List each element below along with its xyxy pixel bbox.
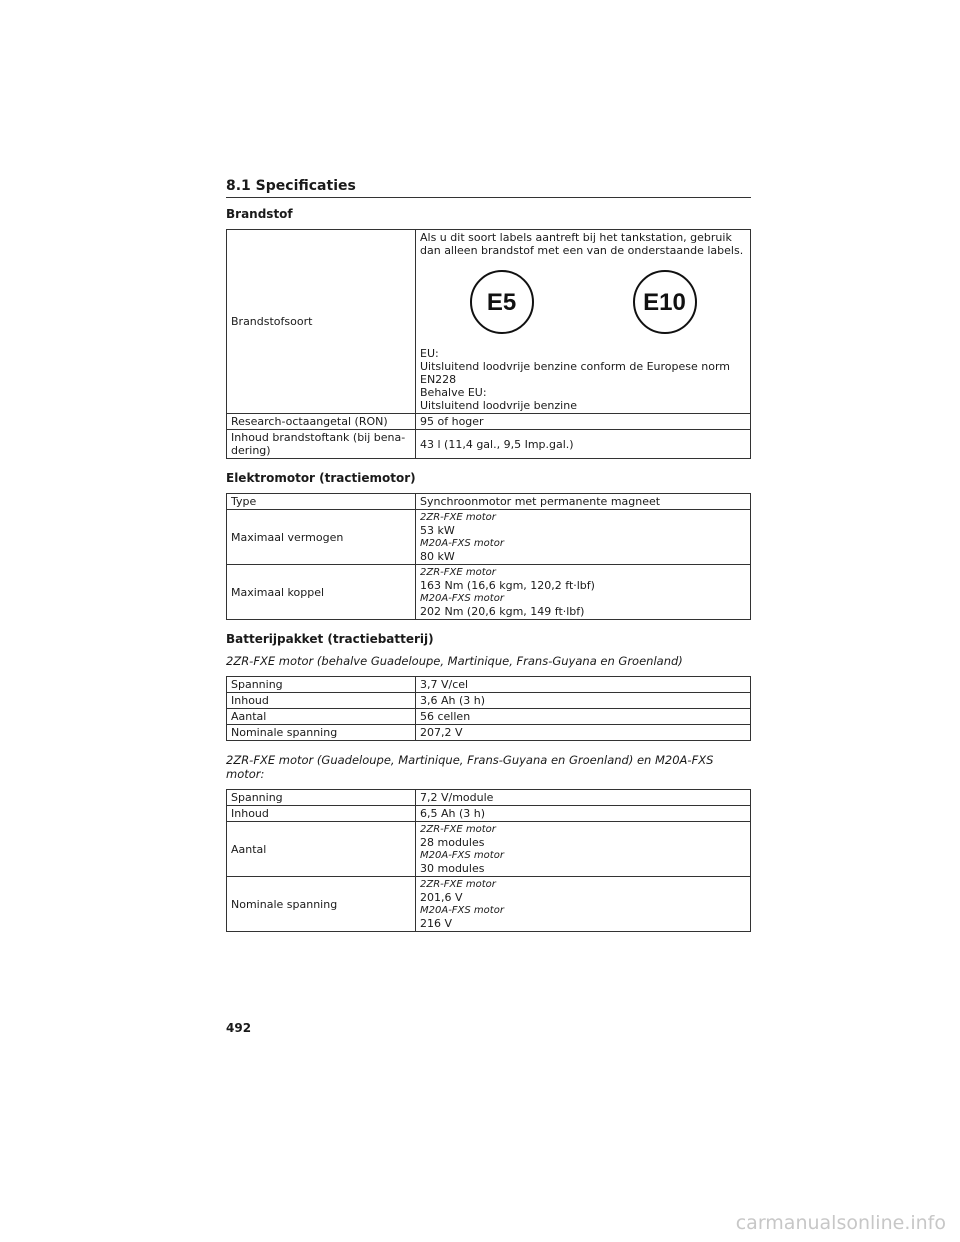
row-label: Inhoud [227, 806, 416, 822]
table-row [227, 709, 751, 725]
watermark: carmanualsonline.info [735, 1212, 946, 1234]
row-label: Aantal [227, 709, 416, 725]
model-name: M20A-FXS motor [420, 538, 504, 549]
fuel-eu-line: EN228 [420, 373, 457, 386]
row-value: 3,6 Ah (3 h) [416, 693, 751, 709]
fuel-labels [420, 257, 746, 347]
count-label: Aantal [227, 822, 416, 877]
spec-value: 53 kW [420, 524, 455, 537]
motor-heading: Elektromotor (tractiemotor) [226, 471, 416, 485]
row-label: Nominale spanning [227, 725, 416, 741]
table-row [227, 677, 751, 693]
fuel-eu-line: Behalve EU: [420, 386, 487, 399]
model-name: M20A-FXS motor [420, 593, 504, 604]
spec-value: 30 modules [420, 862, 485, 875]
row-value: 7,2 V/module [416, 790, 751, 806]
row-label: Spanning [227, 677, 416, 693]
table-row [227, 414, 751, 430]
motor-type-label: Type [227, 494, 416, 510]
model-name: 2ZR-FXE motor [420, 879, 496, 890]
battery-table-2 [226, 789, 751, 932]
table-row [227, 725, 751, 741]
ron-label: Research-octaangetal (RON) [227, 414, 416, 430]
table-row [227, 790, 751, 806]
tank-label: Inhoud brandstoftank (bij bena-dering) [227, 430, 416, 459]
model-name: 2ZR-FXE motor [420, 567, 496, 578]
section-title: 8.1 Specificaties [226, 178, 751, 198]
table-row [227, 822, 751, 877]
fuel-eu-line: Uitsluitend loodvrije benzine [420, 399, 577, 412]
model-name: M20A-FXS motor [420, 850, 504, 861]
model-name: 2ZR-FXE motor [420, 824, 496, 835]
count-value [416, 822, 751, 877]
power-value [416, 510, 751, 565]
nominal-value [416, 877, 751, 932]
row-label: Inhoud [227, 693, 416, 709]
model-name: 2ZR-FXE motor [420, 512, 496, 523]
battery-sub1: 2ZR-FXE motor (behalve Guadeloupe, Martinique, Frans-Guyana en Groenland) [226, 654, 683, 668]
row-value: 3,7 V/cel [416, 677, 751, 693]
page-number: 492 [226, 1021, 252, 1035]
motor-table [226, 493, 751, 620]
battery-sub2: 2ZR-FXE motor (Guadeloupe, Martinique, Frans-Guyana en Groenland) en M20A-FXS motor: [226, 753, 714, 781]
table-row [227, 430, 751, 459]
motor-type-value: Synchroonmotor met permanente magneet [416, 494, 751, 510]
battery-table-1 [226, 676, 751, 741]
fuel-table [226, 229, 751, 459]
nominal-label: Nominale spanning [227, 877, 416, 932]
spec-value: 163 Nm (16,6 kgm, 120,2 ft·lbf) [420, 579, 595, 592]
torque-label: Maximaal koppel [227, 565, 416, 620]
battery-heading: Batterijpakket (tractiebatterij) [226, 632, 434, 646]
table-row [227, 494, 751, 510]
table-row [227, 693, 751, 709]
fuel-type-value [416, 230, 751, 414]
row-label: Spanning [227, 790, 416, 806]
spec-value: 28 modules [420, 836, 485, 849]
spec-value: 201,6 V [420, 891, 463, 904]
power-label: Maximaal vermogen [227, 510, 416, 565]
fuel-eu-line: EU: [420, 347, 439, 360]
fuel-type-label: Brandstofsoort [227, 230, 416, 414]
e10-label-icon: E10 [633, 270, 697, 334]
model-name: M20A-FXS motor [420, 905, 504, 916]
row-value: 6,5 Ah (3 h) [416, 806, 751, 822]
spec-value: 216 V [420, 917, 453, 930]
spec-value: 80 kW [420, 550, 455, 563]
table-row [227, 230, 751, 414]
fuel-intro: Als u dit soort labels aantreft bij het tankstation, gebruik dan alleen brandstof met een van de onderstaande labels. [420, 231, 744, 257]
table-row [227, 806, 751, 822]
tank-value: 43 l (11,4 gal., 9,5 Imp.gal.) [416, 430, 751, 459]
torque-value [416, 565, 751, 620]
e5-label-icon: E5 [470, 270, 534, 334]
fuel-eu-line: Uitsluitend loodvrije benzine conform de Europese norm [420, 360, 731, 373]
row-value: 56 cellen [416, 709, 751, 725]
table-row [227, 510, 751, 565]
table-row [227, 877, 751, 932]
row-value: 207,2 V [416, 725, 751, 741]
fuel-heading: Brandstof [226, 207, 293, 221]
table-row [227, 565, 751, 620]
spec-value: 202 Nm (20,6 kgm, 149 ft·lbf) [420, 605, 585, 618]
ron-value: 95 of hoger [416, 414, 751, 430]
spec-page [226, 178, 751, 944]
